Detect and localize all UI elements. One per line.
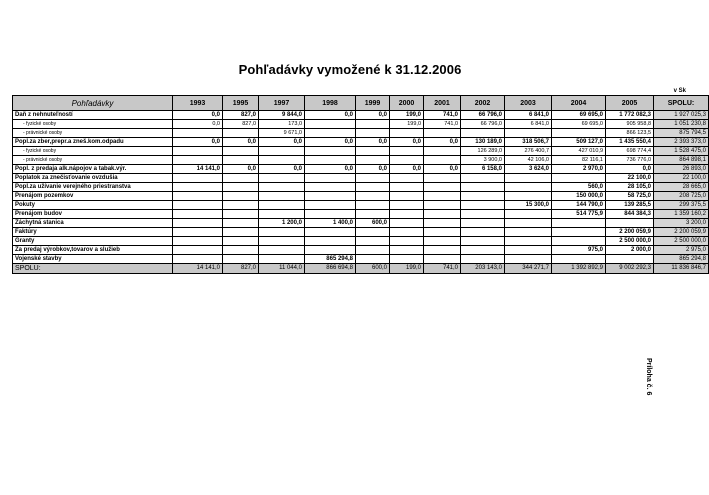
table-cell: 15 300,0	[505, 201, 552, 210]
table-cell	[505, 237, 552, 246]
table-cell: 199,0	[390, 120, 424, 129]
table-cell	[505, 129, 552, 138]
row-total-cell: 864 898,1	[654, 156, 709, 165]
column-header: SPOLU:	[654, 96, 709, 111]
table-cell	[390, 246, 424, 255]
table-cell: 11 044,0	[259, 264, 305, 274]
table-cell: 66 796,0	[461, 120, 505, 129]
table-cell: 6 841,0	[505, 120, 552, 129]
table-cell	[305, 201, 356, 210]
table-cell: 866 123,5	[606, 129, 654, 138]
table-cell: 866 694,8	[305, 264, 356, 274]
row-label: Faktúry	[13, 228, 173, 237]
row-total-cell: 1 051 230,8	[654, 120, 709, 129]
table-cell: 0,0	[223, 165, 259, 174]
table-cell	[173, 237, 223, 246]
table-cell	[173, 129, 223, 138]
table-cell	[173, 174, 223, 183]
table-cell	[173, 156, 223, 165]
table-cell	[173, 201, 223, 210]
column-header: 2004	[552, 96, 606, 111]
table-cell	[552, 228, 606, 237]
table-cell	[259, 210, 305, 219]
table-cell: 3 624,0	[505, 165, 552, 174]
table-cell	[223, 129, 259, 138]
table-cell	[552, 129, 606, 138]
table-cell	[356, 228, 390, 237]
table-row	[13, 183, 709, 192]
table-cell	[606, 219, 654, 228]
table-cell: 0,0	[424, 138, 461, 147]
table-cell	[390, 201, 424, 210]
table-cell: 150 000,0	[552, 192, 606, 201]
table-cell: 14 141,0	[173, 264, 223, 274]
table-cell: 0,0	[173, 111, 223, 120]
table-row	[13, 129, 709, 138]
table-cell: 42 106,0	[505, 156, 552, 165]
table-cell: 905 958,8	[606, 120, 654, 129]
table-cell: 509 127,0	[552, 138, 606, 147]
table-cell: 66 796,0	[461, 111, 505, 120]
table-cell: 0,0	[223, 138, 259, 147]
table-cell	[424, 210, 461, 219]
table-cell	[356, 156, 390, 165]
table-cell: 560,0	[552, 183, 606, 192]
table-cell: 69 695,0	[552, 120, 606, 129]
table-cell	[424, 156, 461, 165]
row-total-cell: 3 200,0	[654, 219, 709, 228]
table-cell	[259, 156, 305, 165]
table-cell: 3 900,0	[461, 156, 505, 165]
table-cell	[173, 255, 223, 264]
row-total-cell: 1 359 160,2	[654, 210, 709, 219]
table-cell: 0,0	[356, 138, 390, 147]
table-cell: 69 695,0	[552, 111, 606, 120]
column-header: 1995	[223, 96, 259, 111]
table-cell	[305, 174, 356, 183]
table-cell: 6 841,0	[505, 111, 552, 120]
table-cell	[390, 174, 424, 183]
row-label: - právnické osoby	[13, 156, 173, 165]
table-cell	[390, 210, 424, 219]
table-cell	[223, 228, 259, 237]
table-cell	[505, 255, 552, 264]
row-total-cell: 299 375,5	[654, 201, 709, 210]
table-cell	[223, 246, 259, 255]
table-cell	[305, 192, 356, 201]
table-row	[13, 165, 709, 174]
row-label: Popl.za zber,prepr.a zneš.kom.odpadu	[13, 138, 173, 147]
table-cell: 1 200,0	[259, 219, 305, 228]
table-cell: 22 100,0	[606, 174, 654, 183]
table-cell	[356, 174, 390, 183]
table-cell	[461, 246, 505, 255]
table-cell: 2 200 059,9	[606, 228, 654, 237]
table-row	[13, 255, 709, 264]
table-cell	[223, 174, 259, 183]
table-cell	[424, 183, 461, 192]
table-cell	[173, 228, 223, 237]
table-cell: 9 671,0	[259, 129, 305, 138]
table-cell	[305, 129, 356, 138]
table-cell	[390, 192, 424, 201]
table-cell	[424, 228, 461, 237]
table-cell	[173, 183, 223, 192]
table-row	[13, 201, 709, 210]
table-cell: 144 790,0	[552, 201, 606, 210]
table-cell	[356, 201, 390, 210]
row-label: Popl.za užívanie verejného priestranstva	[13, 183, 173, 192]
table-header-row	[13, 96, 709, 111]
total-row	[13, 264, 709, 274]
table-row	[13, 138, 709, 147]
table-cell: 0,0	[606, 165, 654, 174]
table-cell: 199,0	[390, 264, 424, 274]
table-cell	[505, 246, 552, 255]
row-total-cell: 1 927 025,3	[654, 111, 709, 120]
table-cell: 344 271,7	[505, 264, 552, 274]
table-cell	[461, 210, 505, 219]
table-cell	[505, 210, 552, 219]
row-label: Prenájom pozemkov	[13, 192, 173, 201]
table-cell: 126 289,0	[461, 147, 505, 156]
table-cell	[173, 210, 223, 219]
row-label: Záchytná stanica	[13, 219, 173, 228]
table-cell	[461, 237, 505, 246]
table-cell: 1 435 550,4	[606, 138, 654, 147]
table-cell: 1 392 892,9	[552, 264, 606, 274]
table-body	[13, 111, 709, 274]
row-total-cell: 2 500 000,0	[654, 237, 709, 246]
table-cell: 14 141,0	[173, 165, 223, 174]
row-label: - fyzické osoby	[13, 120, 173, 129]
table-cell	[305, 120, 356, 129]
table-cell	[461, 192, 505, 201]
table-cell: 1 772 082,3	[606, 111, 654, 120]
table-cell: 0,0	[173, 138, 223, 147]
table-cell	[305, 246, 356, 255]
table-cell	[173, 192, 223, 201]
row-total-cell: 875 794,5	[654, 129, 709, 138]
table-cell: 203 143,0	[461, 264, 505, 274]
table-cell: 318 506,7	[505, 138, 552, 147]
row-label: Za predaj výrobkov,tovarov a služieb	[13, 246, 173, 255]
table-cell	[259, 174, 305, 183]
table-cell: 736 776,0	[606, 156, 654, 165]
table-cell	[259, 183, 305, 192]
table-cell	[223, 192, 259, 201]
table-cell	[552, 237, 606, 246]
table-cell: 741,0	[424, 120, 461, 129]
column-header: 1998	[305, 96, 356, 111]
table-cell: 0,0	[390, 138, 424, 147]
row-total-cell: 11 836 846,7	[654, 264, 709, 274]
row-label: SPOLU:	[13, 264, 173, 274]
table-cell	[390, 237, 424, 246]
table-row	[13, 219, 709, 228]
table-cell: 865 294,8	[305, 255, 356, 264]
table-cell	[305, 147, 356, 156]
table-cell	[356, 237, 390, 246]
table-cell	[552, 174, 606, 183]
table-cell: 2 970,0	[552, 165, 606, 174]
row-total-cell: 28 665,0	[654, 183, 709, 192]
row-total-cell: 2 975,0	[654, 246, 709, 255]
table-cell	[424, 192, 461, 201]
document-title: Pohľadávky vymožené k 31.12.2006	[238, 62, 462, 77]
unit-label: v Sk	[673, 88, 686, 94]
table-cell: 514 775,9	[552, 210, 606, 219]
table-cell: 9 844,0	[259, 111, 305, 120]
table-cell: 0,0	[305, 111, 356, 120]
table-row	[13, 210, 709, 219]
table-cell	[173, 147, 223, 156]
table-cell	[505, 228, 552, 237]
table-cell: 58 725,0	[606, 192, 654, 201]
table-cell: 9 002 292,3	[606, 264, 654, 274]
table-cell	[223, 219, 259, 228]
table-cell: 0,0	[305, 165, 356, 174]
table-cell: 600,0	[356, 264, 390, 274]
table-cell	[356, 147, 390, 156]
table-cell	[173, 219, 223, 228]
table-cell: 827,0	[223, 264, 259, 274]
table-row	[13, 228, 709, 237]
table-cell	[223, 210, 259, 219]
table-cell	[390, 129, 424, 138]
table-cell	[305, 210, 356, 219]
table-cell	[356, 246, 390, 255]
table-cell	[424, 174, 461, 183]
table-cell	[259, 246, 305, 255]
table-cell	[424, 255, 461, 264]
table-cell: 173,0	[259, 120, 305, 129]
table-cell	[461, 255, 505, 264]
table-cell: 827,0	[223, 120, 259, 129]
table-cell	[505, 219, 552, 228]
table-cell	[390, 219, 424, 228]
column-header-label: Pohľadávky	[13, 96, 173, 111]
table-cell	[223, 201, 259, 210]
table-cell	[259, 147, 305, 156]
table-cell	[356, 120, 390, 129]
table-cell	[424, 219, 461, 228]
table-row	[13, 237, 709, 246]
table-cell: 0,0	[305, 138, 356, 147]
table-cell	[259, 192, 305, 201]
column-header: 2005	[606, 96, 654, 111]
table-cell	[356, 210, 390, 219]
table-row	[13, 120, 709, 129]
row-label: Vojenské stavby	[13, 255, 173, 264]
column-header: 2003	[505, 96, 552, 111]
table-row	[13, 156, 709, 165]
row-label: Daň z nehnuteľností	[13, 111, 173, 120]
attachment-note: Príloha č. 6	[645, 358, 652, 396]
table-cell	[461, 129, 505, 138]
column-header: 1993	[173, 96, 223, 111]
table-row	[13, 174, 709, 183]
table-cell: 2 500 000,0	[606, 237, 654, 246]
row-total-cell: 208 725,0	[654, 192, 709, 201]
table-cell	[356, 192, 390, 201]
table-cell	[259, 237, 305, 246]
table-cell: 741,0	[424, 264, 461, 274]
table-cell: 844 384,3	[606, 210, 654, 219]
table-cell: 975,0	[552, 246, 606, 255]
table-cell: 600,0	[356, 219, 390, 228]
column-header: 2002	[461, 96, 505, 111]
table-cell	[424, 147, 461, 156]
table-cell: 82 116,1	[552, 156, 606, 165]
table-cell	[606, 255, 654, 264]
table-cell: 741,0	[424, 111, 461, 120]
column-header: 2000	[390, 96, 424, 111]
table-cell	[223, 237, 259, 246]
row-total-cell: 26 893,0	[654, 165, 709, 174]
table-cell: 698 774,4	[606, 147, 654, 156]
table-cell: 0,0	[356, 111, 390, 120]
row-total-cell: 2 200 059,9	[654, 228, 709, 237]
table-cell: 0,0	[356, 165, 390, 174]
table-cell	[424, 246, 461, 255]
table-row	[13, 246, 709, 255]
table-cell	[461, 201, 505, 210]
row-label: Pokuty	[13, 201, 173, 210]
table-cell	[223, 147, 259, 156]
table-cell: 427 010,9	[552, 147, 606, 156]
row-total-cell: 1 528 475,0	[654, 147, 709, 156]
table-cell: 0,0	[173, 120, 223, 129]
column-header: 1999	[356, 96, 390, 111]
table-cell: 130 189,0	[461, 138, 505, 147]
table-cell: 827,0	[223, 111, 259, 120]
table-cell	[305, 183, 356, 192]
table-cell: 28 105,0	[606, 183, 654, 192]
table-cell	[390, 156, 424, 165]
table-cell	[505, 192, 552, 201]
table-cell: 276 400,7	[505, 147, 552, 156]
table-cell	[390, 228, 424, 237]
row-label: Granty	[13, 237, 173, 246]
table-cell	[356, 129, 390, 138]
table-cell: 139 285,5	[606, 201, 654, 210]
table-cell	[461, 228, 505, 237]
table-cell: 0,0	[390, 165, 424, 174]
table-cell	[505, 183, 552, 192]
table-cell	[356, 183, 390, 192]
table-cell	[259, 255, 305, 264]
table-cell	[461, 174, 505, 183]
table-cell	[461, 219, 505, 228]
table-cell	[305, 228, 356, 237]
table-cell: 0,0	[259, 138, 305, 147]
table-cell	[259, 201, 305, 210]
table-row	[13, 147, 709, 156]
table-cell: 1 400,0	[305, 219, 356, 228]
table-cell	[305, 156, 356, 165]
row-label: Prenájom budov	[13, 210, 173, 219]
table-cell	[223, 183, 259, 192]
table-cell: 0,0	[259, 165, 305, 174]
table-cell	[552, 255, 606, 264]
table-cell	[424, 201, 461, 210]
table-cell	[259, 228, 305, 237]
table-cell	[424, 129, 461, 138]
table-cell	[173, 246, 223, 255]
table-row	[13, 111, 709, 120]
row-total-cell: 865 294,8	[654, 255, 709, 264]
table-cell	[390, 147, 424, 156]
table-cell	[356, 255, 390, 264]
table-cell	[223, 156, 259, 165]
row-total-cell: 2 393 373,0	[654, 138, 709, 147]
row-total-cell: 22 100,0	[654, 174, 709, 183]
column-header: 1997	[259, 96, 305, 111]
table-cell	[461, 183, 505, 192]
table-cell: 6 158,0	[461, 165, 505, 174]
table-cell	[424, 237, 461, 246]
table-cell: 199,0	[390, 111, 424, 120]
table-cell: 2 000,0	[606, 246, 654, 255]
table-cell	[390, 183, 424, 192]
table-cell	[305, 237, 356, 246]
row-label: Poplatok za znečisťovanie ovzdušia	[13, 174, 173, 183]
row-label: - právnické osoby	[13, 129, 173, 138]
row-label: - fyzické osoby	[13, 147, 173, 156]
table-cell: 0,0	[424, 165, 461, 174]
table-row	[13, 192, 709, 201]
receivables-table	[12, 95, 709, 274]
table-cell	[552, 219, 606, 228]
table-cell	[390, 255, 424, 264]
column-header: 2001	[424, 96, 461, 111]
row-label: Popl. z predaja alk.nápojov a tabak.výr.	[13, 165, 173, 174]
table-cell	[505, 174, 552, 183]
table-cell	[223, 255, 259, 264]
